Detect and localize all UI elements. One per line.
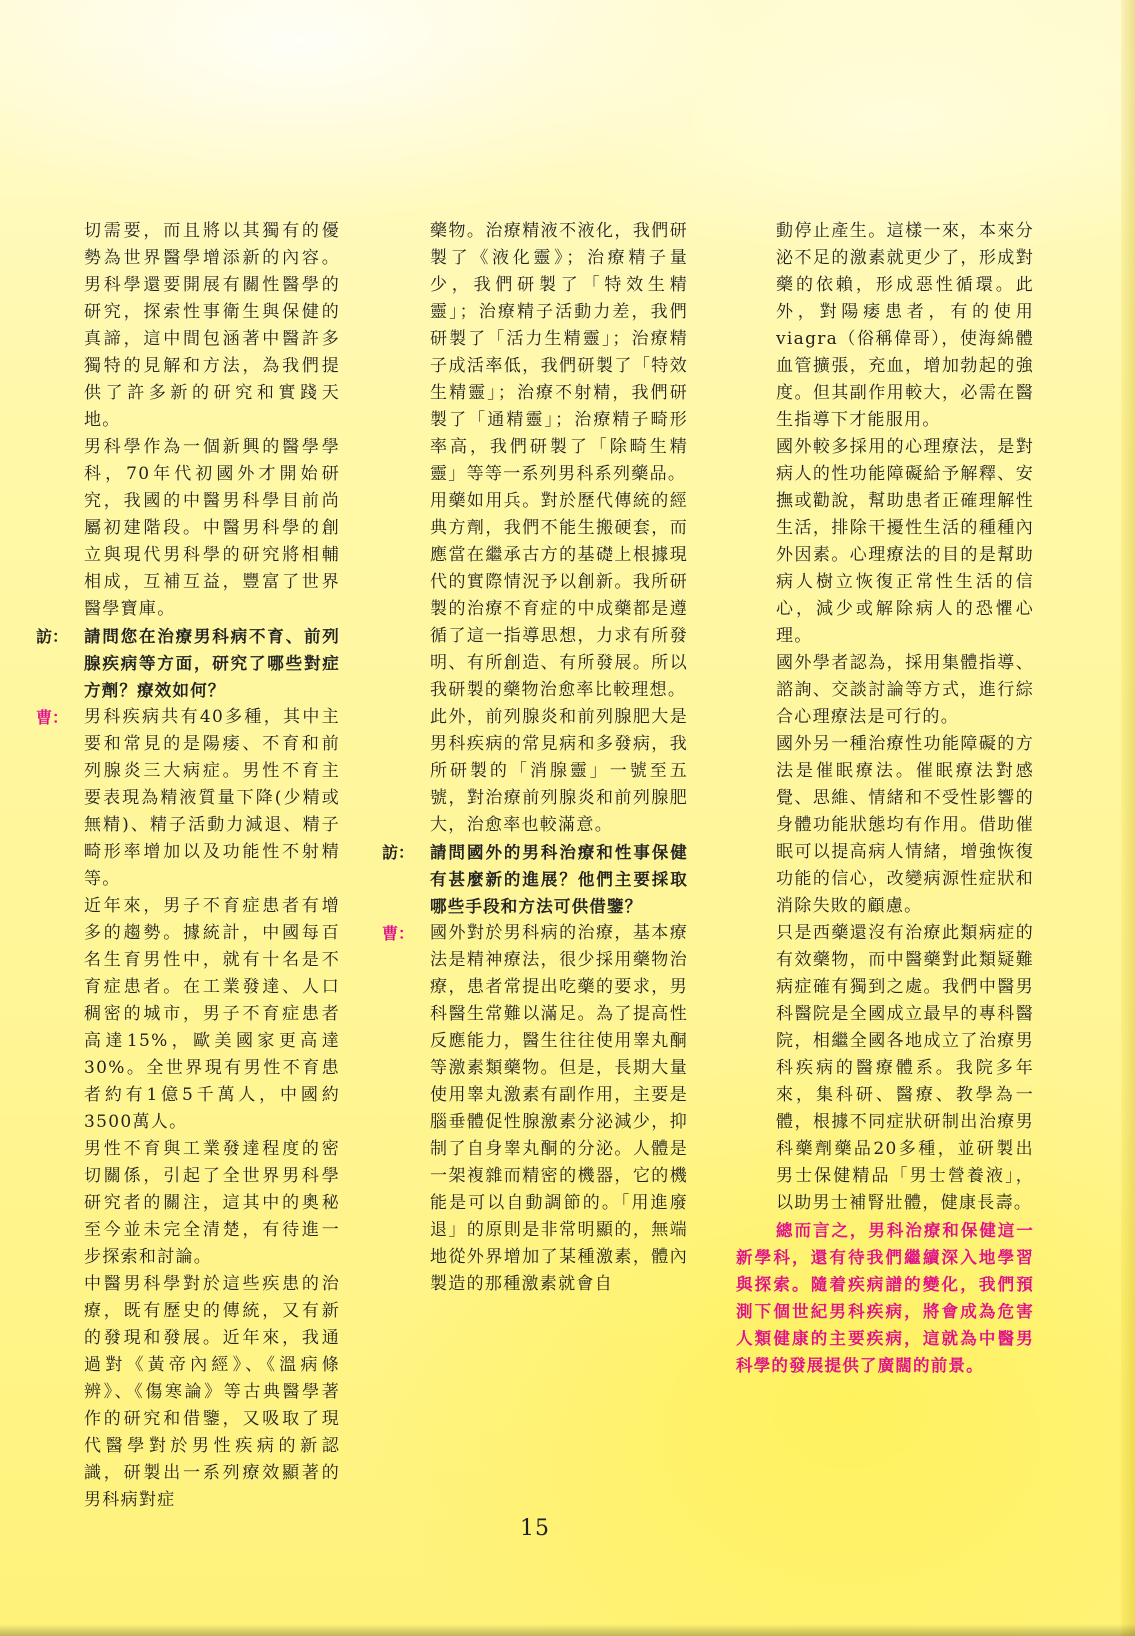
- conclusion-first-line: 總而言之，男科治療和保健: [776, 1221, 998, 1240]
- text-column-1: [36, 218, 340, 1514]
- text-column-2: [382, 218, 688, 1298]
- paragraph: 國外較多採用的心理療法，是對病人的性功能障礙給予解釋、安撫或勸說，幫助患者正確理解性生活，排除干擾性生活的種種內外因素。心理療法的目的是幫助病人樹立恢復正常性生活的信心，減少或解除病人的恐懼心理。: [776, 437, 1034, 646]
- paragraph: 男科學作為一個新興的醫學學科，70年代初國外才開始研究，我國的中醫男科學目前尚屬初建階段。中醫男科學的創立與現代男科學的研究將相輔相成，互補互益，豐富了世界醫學寶庫。: [84, 437, 340, 619]
- paragraph: 動停止產生。這樣一來，本來分泌不足的激素就更少了，形成對藥的依賴，形成惡性循環。此外，對陽痿患者，有的使用viagra（俗稱偉哥），使海綿體血管擴張，充血，增加勃起的強度。但其副作用較大，必需在醫生指導下才能服用。: [776, 221, 1034, 430]
- paragraph: 此外，前列腺炎和前列腺肥大是男科疾病的常見病和多發病，我所研製的「消腺靈」一號至五號，對治療前列腺炎和前列腺肥大，治愈率也較滿意。: [430, 707, 688, 835]
- interview-answer: [36, 704, 340, 893]
- paragraph: 國外學者認為，採用集體指導、諮詢、交談討論等方式，進行綜合心理療法是可行的。: [776, 653, 1034, 727]
- conclusion-rest: 這一新學科，還有待我們繼續深入地學習與探索。隨着疾病譜的變化，我們預測下個世紀男科疾病，將會成為危害人類健康的主要疾病，這就為中醫男科學的發展提供了廣闊的前景。: [736, 1221, 1034, 1375]
- answer-text: 男科疾病共有40多種，其中主要和常見的是陽痿、不育和前列腺炎三大病症。男性不育主要表現為精液質量下降(少精或無精)、精子活動力減退、精子畸形率增加以及功能性不射精等。: [84, 707, 340, 889]
- interviewer-label: 訪：: [36, 627, 69, 646]
- question-text: 請問國外的男科治療和性事保健有甚麼新的進展？他們主要採取哪些手段和方法可供借鑒？: [430, 843, 688, 916]
- page-edge-shadow: [1121, 0, 1135, 1636]
- interview-answer: [382, 920, 688, 1298]
- interview-question: [382, 839, 688, 920]
- answer-text: 國外對於男科病的治療，基本療法是精神療法，很少採用藥物治療，患者常提出吃藥的要求，男科醫生常難以滿足。為了提高性反應能力，醫生往往使用睾丸酮等激素類藥物。但是，長期大量使用睾丸激素有副作用，主要是腦垂體促性腺激素分泌減少，抑制了自身睾丸酮的分泌。人體是一架複雜而精密的機器，它的機能是可以自動調節的。「用進廢退」的原則是非常明顯的，無端地從外界增加了某種激素，體內製造的那種激素就會自: [430, 923, 688, 1294]
- text-column-3: [736, 218, 1034, 1379]
- paragraph: 用藥如用兵。對於歷代傳統的經典方劑，我們不能生搬硬套，而應當在繼承古方的基礎上根據現代的實際情況予以創新。我所研製的治療不育症的中成藥都是遵循了這一指導思想，力求有所發明、有所創造、有所發展。所以我研製的藥物治愈率比較理想。: [430, 491, 688, 700]
- respondent-label: 曹：: [36, 708, 69, 727]
- paragraph: 近年來，男子不育症患者有增多的趨勢。據統計，中國每百名生育男性中，就有十名是不育症患者。在工業發達、人口稠密的城市，男子不育症患者高達15%，歐美國家更高達30%。全世界現有男性不育患者約有1億5千萬人，中國約3500萬人。: [84, 896, 340, 1132]
- paragraph: 切需要，而且將以其獨有的優勢為世界醫學增添新的內容。男科學還要開展有關性醫學的研究，探索性事衛生與保健的真諦，這中間包涵著中醫許多獨特的見解和方法，為我們提供了許多新的研究和實踐天地。: [84, 221, 340, 430]
- conclusion-paragraph: [736, 1217, 1034, 1379]
- page-bottom-shadow: [0, 1624, 1135, 1636]
- paragraph: 國外另一種治療性功能障礙的方法是催眠療法。催眠療法對感覺、思維、情緒和不受性影響的身體功能狀態均有作用。借助催眠可以提高病人情緒，增強恢復功能的信心，改變病源性症狀和消除失敗的顧慮。: [776, 734, 1034, 916]
- paragraph: 中醫男科學對於這些疾患的治療，既有歷史的傳統，又有新的發現和發展。近年來，我通過對《黃帝內經》、《溫病條辨》、《傷寒論》等古典醫學著作的研究和借鑒，又吸取了現代醫學對於男性疾病的新認識，研製出一系列療效顯著的男科病對症: [84, 1274, 340, 1510]
- respondent-label: 曹：: [382, 924, 415, 943]
- paragraph: 藥物。治療精液不液化，我們研製了《液化靈》；治療精子量少，我們研製了「特效生精靈」；治療精子活動力差，我們研製了「活力生精靈」；治療精子成活率低，我們研製了「特效生精靈」；治療不射精，我們研製了「通精靈」；治療精子畸形率高，我們研製了「除畸生精靈」等等一系列男科系列藥品。: [430, 221, 688, 484]
- interviewer-label: 訪：: [382, 843, 415, 862]
- paragraph: 男性不育與工業發達程度的密切關係，引起了全世界男科學研究者的關注，這其中的奧秘至今並未完全清楚，有待進一步探索和討論。: [84, 1139, 340, 1267]
- page-number: 15: [520, 1516, 550, 1541]
- question-text: 請問您在治療男科病不育、前列腺疾病等方面，研究了哪些對症方劑？療效如何？: [84, 627, 340, 700]
- paragraph: 只是西藥還沒有治療此類病症的有效藥物，而中醫藥對此類疑難病症確有獨到之處。我們中醫男科醫院是全國成立最早的專科醫院，相繼全國各地成立了治療男科疾病的醫療體系。我院多年來，集科研、醫療、教學為一體，根據不同症狀研制出治療男科藥劑藥品20多種，並研製出男士保健精品「男士營養液」，以助男士補腎壯體，健康長壽。: [776, 923, 1034, 1213]
- interview-question: [36, 623, 340, 704]
